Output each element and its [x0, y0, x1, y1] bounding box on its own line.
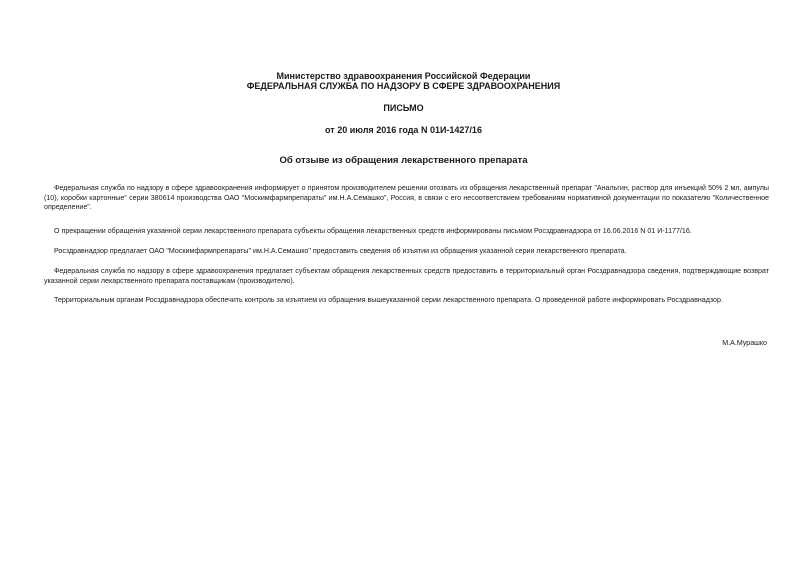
- paragraph-5: Территориальным органам Росздравнадзора обеспечить контроль за изъятием из обращения вышеуказанной серии лекарственного препарата. О проведенной работе информировать Росздравнадзор.: [54, 296, 723, 304]
- ministry-name: Министерство здравоохранения Российской Федерации: [276, 71, 531, 81]
- paragraph-2: О прекращении обращения указанной серии лекарственного препарата субъекты обращения лекарственных средств информированы письмом Росздравнадзора от 16.06.2016 N 01 И-1177/16.: [54, 227, 692, 235]
- document-type: ПИСЬМО: [383, 103, 424, 113]
- paragraph-4: Федеральная служба по надзору в сфере здравоохранения предлагает субъектам обращения лекарственных средств предоставить в территориальный орган Росздравнадзора сведения, подтверждающие возврат указанной серии лекарственного препарата поставщикам (производителю).: [44, 267, 769, 285]
- signature-name: М.А.Мурашко: [722, 339, 767, 347]
- document-date-number: от 20 июля 2016 года N 01И-1427/16: [325, 125, 482, 135]
- service-name: ФЕДЕРАЛЬНАЯ СЛУЖБА ПО НАДЗОРУ В СФЕРЕ ЗДРАВООХРАНЕНИЯ: [246, 81, 561, 91]
- paragraph-3: Росздравнадзор предлагает ОАО "Москимфармпрепараты" им.Н.А.Семашко" предоставить сведения об изъятии из обращения указанной серии лекарственного препарата.: [54, 247, 627, 255]
- paragraph-1: Федеральная служба по надзору в сфере здравоохранения информирует о принятом производителем решении отозвать из обращения лекарственный препарат "Анальгин, раствор для инъекций 50% 2 мл, ампулы (10), коробки картонные" серии 380614 производства ОАО "Москимфармпрепараты" им.Н.А.Семашко", Россия, в связи с его несоответствием требованиям нормативной документации по показателю "Количественное определение".: [44, 184, 769, 212]
- document-subject: Об отзыве из обращения лекарственного препарата: [279, 155, 528, 166]
